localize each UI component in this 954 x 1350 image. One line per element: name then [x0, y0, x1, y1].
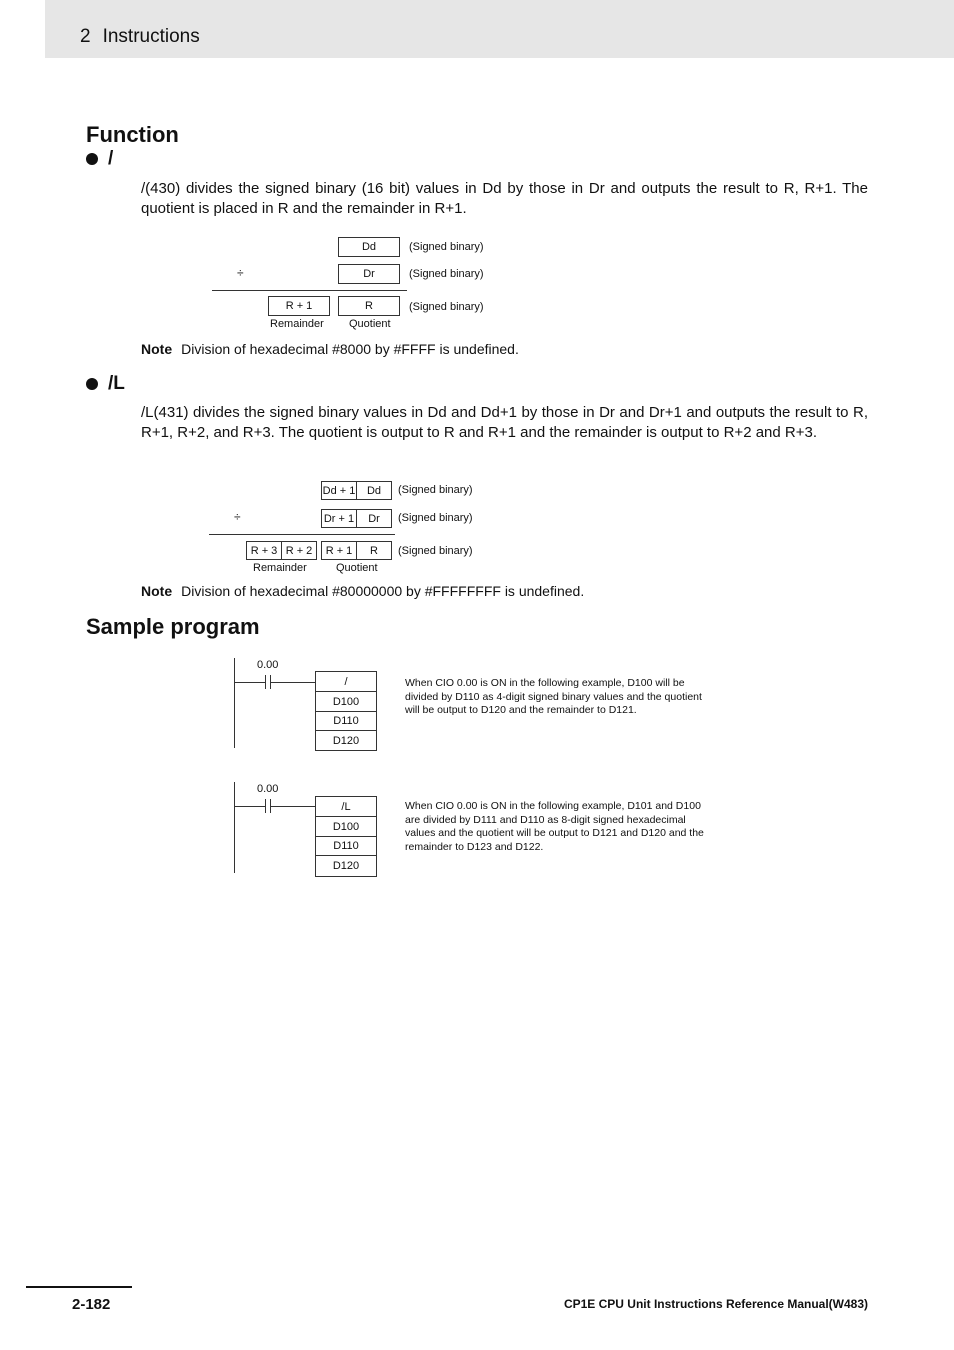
- div32-description: /L(431) divides the signed binary values in Dd and Dd+1 by those in Dr and Dr+1 and outputs the result to R, R+1, R+2, and R+3. The quotient is output to R and R+1 and the remainder is output to R+2 and R+3.: [141, 404, 868, 441]
- div16-heading: [86, 148, 113, 170]
- dividend-type: (Signed binary): [398, 484, 473, 496]
- quotient-label: Quotient: [349, 318, 391, 330]
- rung-wire: [234, 682, 265, 683]
- instruction-box: /: [315, 671, 377, 692]
- operand-box: D110: [315, 711, 377, 731]
- divisor-low-box: Dr: [356, 509, 392, 528]
- div32-note: [141, 583, 584, 599]
- manual-title: CP1E CPU Unit Instructions Reference Manual(W483): [563, 1297, 868, 1311]
- rem-low-box: R + 2: [281, 541, 317, 560]
- dividend-high-box: Dd + 1: [321, 481, 357, 500]
- contact-symbol-icon: [265, 799, 266, 813]
- chapter-heading: [80, 26, 200, 48]
- div32-heading: [86, 373, 125, 395]
- function-title: Function: [86, 122, 179, 147]
- operand-box: D110: [315, 836, 377, 856]
- remainder-label: Remainder: [253, 562, 307, 574]
- sample-program-title: Sample program: [86, 614, 260, 639]
- note-label: Note: [141, 341, 173, 357]
- divisor-type: (Signed binary): [409, 268, 484, 280]
- quotient-box: R: [338, 296, 400, 316]
- bullet-dot-icon: [86, 153, 98, 165]
- div16-description: /(430) divides the signed binary (16 bit) values in Dd by those in Dr and outputs the result to R, R+1. The quotient is placed in R and the remainder in R+1.: [141, 180, 868, 217]
- chapter-title: Instructions: [102, 26, 200, 47]
- divisor-type: (Signed binary): [398, 512, 473, 524]
- dividend-type: (Signed binary): [409, 241, 484, 253]
- dividend-box: Dd: [338, 237, 400, 257]
- divisor-box: Dr: [338, 264, 400, 284]
- instruction-box: /L: [315, 796, 377, 817]
- div16-heading-text: /: [108, 148, 114, 169]
- dividend-low-box: Dd: [356, 481, 392, 500]
- contact-symbol-icon: [265, 675, 266, 689]
- rem-high-box: R + 3: [246, 541, 282, 560]
- ladder-1-description: When CIO 0.00 is ON in the following example, D100 will be divided by D110 as 4-digit signed binary values and the quotient will be output to D120 and the remainder to D121.: [405, 677, 702, 716]
- div16-note: [141, 341, 519, 357]
- note-text: Division of hexadecimal #80000000 by #FFFFFFFF is undefined.: [181, 583, 585, 599]
- divisor-high-box: Dr + 1: [321, 509, 357, 528]
- power-rail: [234, 782, 235, 873]
- power-rail: [234, 658, 235, 748]
- bullet-dot-icon: [86, 378, 98, 390]
- divide-symbol: ÷: [237, 266, 244, 280]
- quot-low-box: R: [356, 541, 392, 560]
- contact-address: 0.00: [257, 659, 279, 671]
- rung-wire: [270, 682, 316, 683]
- result-type: (Signed binary): [409, 301, 484, 313]
- operand-box: D120: [315, 730, 377, 751]
- division-line: [209, 534, 395, 535]
- note-text: Division of hexadecimal #8000 by #FFFF is undefined.: [181, 341, 519, 357]
- rung-wire: [234, 806, 265, 807]
- result-type: (Signed binary): [398, 545, 473, 557]
- page-number: 2-182: [72, 1296, 111, 1313]
- operand-box: D120: [315, 855, 377, 877]
- div32-heading-text: /L: [108, 373, 125, 394]
- ladder-2-description: When CIO 0.00 is ON in the following example, D101 and D100 are divided by D111 and D110 as 8-digit signed hexadecimal values and the quotient will be output to D121 and D120 and the remainder to D123 and D122.: [405, 800, 704, 853]
- operand-box: D100: [315, 816, 377, 837]
- remainder-box: R + 1: [268, 296, 330, 316]
- operand-box: D100: [315, 691, 377, 712]
- divide-symbol: ÷: [234, 510, 241, 524]
- quotient-label: Quotient: [336, 562, 378, 574]
- division-line: [212, 290, 407, 291]
- quot-high-box: R + 1: [321, 541, 357, 560]
- footer-rule: [26, 1286, 132, 1288]
- rung-wire: [270, 806, 316, 807]
- chapter-number: 2: [80, 26, 91, 47]
- remainder-label: Remainder: [270, 318, 324, 330]
- note-label: Note: [141, 583, 173, 599]
- contact-address: 0.00: [257, 783, 279, 795]
